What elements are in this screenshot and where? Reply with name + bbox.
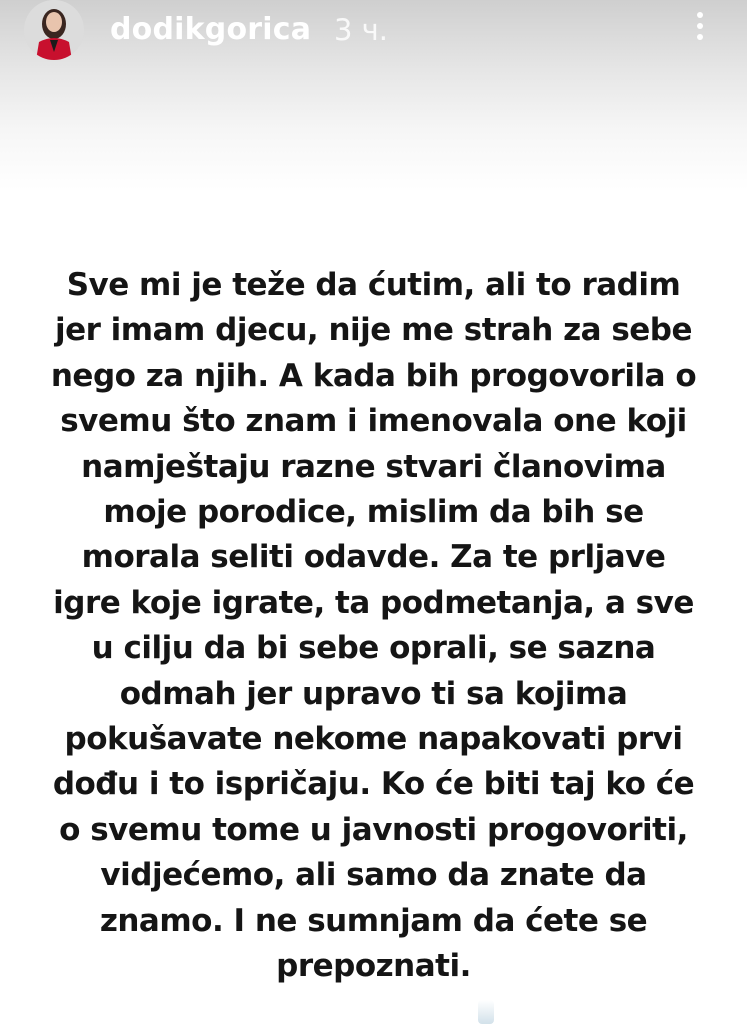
story-text-line: vidjećemo, ali samo da znate da — [100, 857, 647, 894]
story-header — [0, 0, 747, 64]
more-dot — [697, 34, 703, 40]
more-dot — [697, 23, 703, 29]
more-dot — [697, 12, 703, 18]
story-text-line: nego za njih. A kada bih progovorila o — [50, 357, 697, 394]
story-text-line: znamo. I ne sumnjam da ćete se — [99, 902, 648, 939]
story-text-line: pokušavate nekome napakovati prvi — [64, 721, 683, 758]
story-text-line: moje porodice, mislim da bih se — [103, 494, 644, 531]
avatar-picture — [24, 0, 84, 60]
story-text-line: morala seliti odavde. Za te prljave — [81, 539, 666, 576]
story-timestamp: 3 ч. — [334, 13, 389, 47]
story-text-line: igre koje igrate, ta podmetanja, a sve — [53, 584, 694, 621]
profile-avatar[interactable] — [24, 0, 84, 60]
story-text — [22, 263, 725, 990]
story-text-line: dođu i to ispričaju. Ko će biti taj ko će — [52, 766, 695, 803]
story-text-line: svemu što znam i imenovala one koji — [60, 403, 687, 440]
story-text-line: namještaju razne stvari članovima — [81, 448, 666, 485]
decorative-mark — [478, 1000, 494, 1024]
story-text-line: prepoznati. — [276, 948, 471, 985]
story-text-line: jer imam djecu, nije me strah za sebe — [54, 312, 693, 349]
story-text-line: odmah jer upravo ti sa kojima — [119, 675, 628, 712]
story-text-line: o svemu tome u javnosti progovoriti, — [59, 811, 688, 848]
story-text-line: Sve mi je teže da ćutim, ali to radim — [66, 267, 681, 303]
story-text-line: u cilju da bi sebe oprali, se sazna — [91, 630, 656, 667]
more-vertical-icon[interactable] — [688, 12, 712, 46]
username[interactable]: dodikgorica — [110, 12, 312, 47]
